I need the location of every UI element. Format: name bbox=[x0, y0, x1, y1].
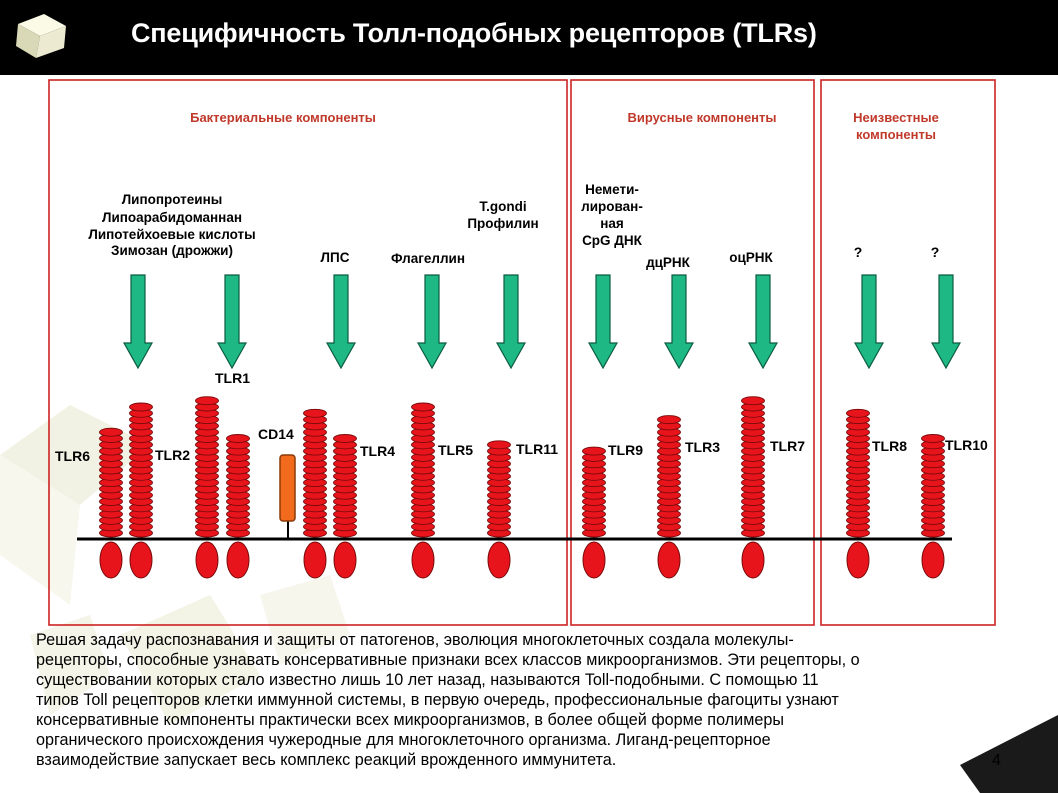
unknown-frame bbox=[821, 80, 995, 625]
paragraph-line: органического происхождения чужеродные для многоклеточного организма. Лиганд-рецепторное bbox=[36, 731, 771, 749]
bacterial-frame bbox=[49, 80, 567, 625]
receptor-molecule bbox=[412, 403, 435, 578]
receptor-molecule bbox=[304, 409, 327, 578]
label-tlr7: TLR7 bbox=[770, 438, 805, 454]
arrow-icon bbox=[218, 275, 246, 368]
receptor-molecule bbox=[334, 435, 357, 579]
receptor-molecule bbox=[130, 403, 153, 578]
ligand-cpg-line1: Немети- bbox=[585, 182, 639, 197]
ligand-unknown-tlr10: ? bbox=[930, 244, 940, 260]
ligand-lipo-line4: Зимозан (дрожжи) bbox=[111, 243, 233, 258]
arrow-icon bbox=[124, 275, 152, 368]
label-tlr3: TLR3 bbox=[685, 439, 720, 455]
paragraph-line: взаимодействие запускает весь комплекс реакций врожденного иммунитета. bbox=[36, 751, 617, 769]
arrow-icon bbox=[665, 275, 693, 368]
ligand-unknown-tlr8: ? bbox=[853, 244, 863, 260]
category-viral: Вирусные компоненты bbox=[627, 110, 777, 125]
label-tlr5: TLR5 bbox=[438, 442, 473, 458]
paragraph-line: Решая задачу распознавания и защиты от патогенов, эволюция многоклеточных создала молекулы- bbox=[36, 631, 794, 649]
ligand-lipo-line2: Липоарабидоманнан bbox=[102, 210, 242, 225]
ligand-tgondi-line1: T.gondi bbox=[479, 199, 527, 214]
description-paragraph bbox=[36, 630, 1054, 770]
receptor-molecule bbox=[847, 409, 870, 578]
ligand-lipo-line1: Липопротеины bbox=[121, 192, 223, 207]
receptor-molecule bbox=[227, 435, 250, 579]
arrow-icon bbox=[327, 275, 355, 368]
ligand-flagellin: Флагеллин bbox=[390, 251, 466, 266]
slide-title: Специфичность Толл-подобных рецепторов (TLRs) bbox=[131, 18, 817, 48]
ligand-lipo-line3: Липотейхоевые кислоты bbox=[88, 227, 256, 242]
paragraph-line: консервативные компоненты практически всех микроорганизмов, в более общей форме полимеры bbox=[36, 711, 784, 729]
label-tlr9: TLR9 bbox=[608, 442, 643, 458]
label-tlr11: TLR11 bbox=[516, 441, 559, 457]
receptor-molecule bbox=[583, 447, 606, 578]
category-unknown-line2: компоненты bbox=[856, 127, 936, 142]
receptor-molecule bbox=[488, 441, 511, 578]
paragraph-line: типов Toll рецепторов клетки иммунной системы, в первую очередь, профессиональные фагоциты узнают bbox=[36, 691, 839, 709]
ligand-cpg-line3: ная bbox=[600, 216, 624, 231]
label-cd14: CD14 bbox=[258, 426, 294, 442]
category-unknown-line1: Неизвестные bbox=[853, 110, 939, 125]
ligand-lps: ЛПС bbox=[320, 250, 350, 265]
receptor-molecule bbox=[742, 397, 765, 578]
label-tlr4: TLR4 bbox=[360, 443, 395, 459]
ligand-ssrna: оцРНК bbox=[729, 250, 773, 265]
paragraph-line: рецепторы, способные узнавать консервативные признаки всех классов микроорганизмов. Эти рецепторы, о bbox=[36, 651, 860, 669]
category-bacterial: Бактериальные компоненты bbox=[190, 110, 376, 125]
ligand-cpg-line2: лирован- bbox=[581, 199, 643, 214]
receptor-molecule bbox=[658, 416, 681, 578]
receptor-molecule bbox=[196, 397, 219, 578]
label-tlr2: TLR2 bbox=[155, 447, 190, 463]
label-tlr1: TLR1 bbox=[215, 370, 250, 386]
receptor-group bbox=[100, 397, 945, 578]
page-number: 4 bbox=[992, 752, 1001, 769]
cd14-bar bbox=[280, 455, 295, 521]
arrow-icon bbox=[497, 275, 525, 368]
arrow-icon bbox=[855, 275, 883, 368]
paragraph-line: существовании которых стало известно лишь 10 лет назад, называются Toll-подобными. С помощью 11 bbox=[36, 671, 819, 689]
label-tlr8: TLR8 bbox=[872, 438, 907, 454]
arrow-icon bbox=[589, 275, 617, 368]
label-tlr10: TLR10 bbox=[945, 437, 988, 453]
arrow-icon bbox=[932, 275, 960, 368]
ligand-cpg-line4: CpG ДНК bbox=[582, 233, 642, 248]
ligand-dsrna: дцРНК bbox=[646, 255, 690, 270]
label-tlr6: TLR6 bbox=[55, 448, 90, 464]
arrow-icon bbox=[749, 275, 777, 368]
arrow-group bbox=[124, 275, 960, 368]
arrow-icon bbox=[418, 275, 446, 368]
ligand-tgondi-line2: Профилин bbox=[467, 216, 539, 231]
receptor-molecule bbox=[922, 435, 945, 579]
receptor-molecule bbox=[100, 428, 123, 578]
